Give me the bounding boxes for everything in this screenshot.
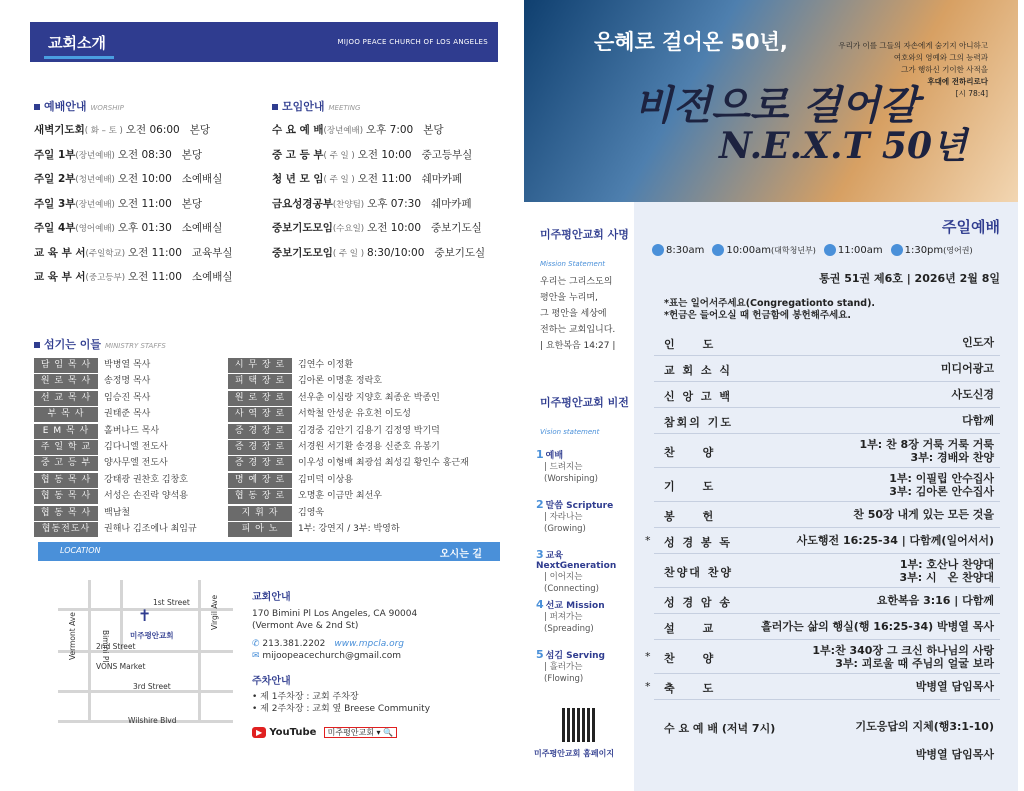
worship-place: 소예배실 bbox=[191, 271, 233, 283]
vision-keyword: 예배 bbox=[545, 451, 564, 461]
staff-names: 1부: 강연지 / 3부: 박영하 bbox=[298, 524, 400, 534]
vision-number: 4 bbox=[536, 598, 544, 611]
worship-name: 주일 3부 bbox=[34, 197, 76, 210]
vision-keyword: 말씀 Scripture bbox=[545, 501, 614, 511]
vision-en: (Growing) bbox=[544, 524, 586, 534]
order-value: 사도행전 16:25-34 | 다함께(일어서서) bbox=[796, 534, 994, 547]
staff-names: 강태광 권찬호 김창호 bbox=[104, 474, 188, 485]
church-name-en: MIJOO PEACE CHURCH OF LOS ANGELES bbox=[337, 38, 488, 46]
worship-sub: (영어예배) bbox=[75, 224, 115, 234]
staff-role: 주 일 학 교 bbox=[34, 440, 98, 455]
worship-time: 오전 06:00 bbox=[125, 124, 180, 136]
worship-time: 오후 01:30 bbox=[117, 222, 172, 234]
staff-role: 협 동 목 사 bbox=[34, 489, 98, 504]
service-badge-icon bbox=[824, 244, 836, 256]
order-item bbox=[654, 434, 1000, 468]
staff-names: 박병열 목사 bbox=[104, 360, 151, 370]
staff-role: E M 목 사 bbox=[34, 424, 98, 439]
meeting-name: 수 요 예 배 bbox=[272, 124, 324, 136]
worship-row bbox=[34, 147, 202, 162]
youtube-label: YouTube bbox=[269, 727, 317, 738]
staff-names: 김아론 이명훈 정락호 bbox=[298, 376, 382, 387]
service-note: (영어권) bbox=[943, 246, 973, 255]
street-virgil: Virgil Ave bbox=[210, 594, 219, 630]
order-value: 1부:찬 340장 그 크신 하나님의 사랑 3부: 괴로울 때 주님의 얼굴 보라 bbox=[812, 644, 994, 670]
banner-verse: 우리가 이를 그들의 자손에게 숨기지 아니하고 여호와의 영예와 그의 능력과 그가 행하신 기이한 사적을 후대에 전하리로다 [시 78:4] bbox=[838, 41, 988, 98]
staff-names: 홀버나드 목사 bbox=[104, 425, 160, 436]
vision-item bbox=[536, 498, 613, 535]
worship-name: 교 육 부 서 bbox=[34, 271, 86, 283]
staff-role: 협 동 목 사 bbox=[34, 506, 98, 521]
staff-role: 시 무 장 로 bbox=[228, 358, 292, 373]
staff-names: 송정명 목사 bbox=[104, 376, 151, 387]
order-item bbox=[654, 382, 1000, 408]
stand-mark: * bbox=[645, 650, 651, 663]
order-value: 미디어광고 bbox=[940, 362, 994, 375]
service-time: 10:00am bbox=[726, 245, 772, 256]
vision-keyword: 교육 NextGeneration bbox=[536, 551, 617, 571]
section-header bbox=[30, 22, 498, 62]
worship-place: 소예배실 bbox=[181, 173, 223, 185]
youtube-icon: ▶ bbox=[252, 727, 266, 738]
order-value: 찬 50장 내게 있는 모든 것을 bbox=[853, 508, 994, 521]
meeting-time: 8:30/10:00 bbox=[367, 246, 425, 259]
street-vermont: Vermont Ave bbox=[68, 612, 77, 660]
staff-names: 이우성 이형배 최광섭 최성길 황인수 홍근재 bbox=[298, 458, 469, 469]
worship-sub: (장년예배) bbox=[75, 150, 115, 161]
staff-names: 김연수 이정환 bbox=[298, 360, 354, 370]
worship-time: 오전 08:30 bbox=[117, 148, 172, 161]
order-value: 박병열 담임목사 bbox=[915, 680, 994, 693]
worship-time: 오전 10:00 bbox=[117, 173, 172, 185]
staff-role: 증 경 장 로 bbox=[228, 456, 292, 471]
staff-names: 서학철 안성운 유호천 이도성 bbox=[298, 409, 411, 420]
service-badge-icon bbox=[652, 244, 664, 256]
youtube-search[interactable]: 미주평안교회 ▾ 🔍 bbox=[324, 727, 397, 738]
staff-role: 피 택 장 로 bbox=[228, 374, 292, 389]
worship-row bbox=[34, 122, 210, 137]
address-note: (Vermont Ave & 2nd St) bbox=[252, 621, 359, 631]
service-times bbox=[652, 244, 973, 256]
worship-name: 주일 4부 bbox=[34, 222, 76, 234]
order-label: 찬 양 bbox=[664, 652, 716, 665]
order-label: 찬양대 찬양 bbox=[664, 566, 733, 579]
staff-role: 선 교 목 사 bbox=[34, 391, 98, 406]
wednesday-preacher-row bbox=[654, 742, 1000, 766]
church-icon: ✝ bbox=[138, 606, 152, 625]
map-market-label: VONS Market bbox=[96, 662, 146, 671]
worship-sub: (중고등부) bbox=[85, 273, 126, 283]
vision-heading: 미주평안교회 비전 bbox=[540, 396, 629, 409]
worship-name: 주일 2부 bbox=[34, 173, 76, 185]
worship-sub: (청년예배) bbox=[75, 175, 115, 185]
order-value: 사도신경 bbox=[951, 388, 994, 401]
vision-number: 1 bbox=[536, 448, 544, 461]
order-title: 주일예배 bbox=[942, 218, 1000, 236]
worship-time: 오전 11:00 bbox=[117, 197, 172, 210]
vision-desc: | 드려지는 bbox=[544, 462, 583, 472]
info-heading: 교회안내 bbox=[252, 592, 291, 603]
worship-order bbox=[634, 202, 1018, 791]
staff-role: 원 로 장 로 bbox=[228, 391, 292, 406]
service-time: 1:30pm bbox=[904, 245, 944, 256]
meeting-time: 오후 07:30 bbox=[367, 197, 422, 210]
staff-names: 권태준 목사 bbox=[104, 409, 151, 420]
anniversary-banner bbox=[524, 0, 1018, 202]
notes: *표는 일어서주세요(Congregationto stand). *헌금은 들어오실 때 헌금함에 봉헌해주세요. bbox=[664, 298, 876, 321]
worship-place: 교육부실 bbox=[191, 246, 233, 259]
meeting-time: 오전 10:00 bbox=[367, 222, 422, 234]
staff-role: 증 경 장 로 bbox=[228, 440, 292, 455]
left-page bbox=[20, 0, 510, 791]
mission-sidebar bbox=[524, 202, 634, 791]
order-value: 다함께 bbox=[962, 414, 994, 427]
meeting-row bbox=[272, 147, 472, 162]
vision-keyword: 섬김 Serving bbox=[545, 651, 606, 661]
worship-heading: 예배안내 WORSHIP bbox=[34, 98, 124, 114]
vision-desc: | 흘러가는 bbox=[544, 662, 583, 672]
location-bar bbox=[38, 542, 500, 561]
staff-names: 권해나 김조에나 최임규 bbox=[104, 524, 197, 534]
meeting-sub: (장년예배) bbox=[323, 126, 364, 136]
staff-heading: 섬기는 이들 MINISTRY STAFFS bbox=[34, 336, 166, 352]
order-item bbox=[654, 356, 1000, 382]
worship-sub: ( 화 – 토 ) bbox=[84, 126, 123, 136]
vision-desc: | 자라나는 bbox=[544, 512, 583, 522]
order-item bbox=[645, 528, 1000, 554]
website-link[interactable]: www.mpcla.org bbox=[334, 639, 404, 649]
vision-desc: | 퍼져가는 bbox=[544, 612, 583, 622]
street-3rd: 3rd Street bbox=[133, 682, 171, 691]
staff-role: 피 아 노 bbox=[228, 522, 292, 537]
staff-role: 명 예 장 로 bbox=[228, 473, 292, 488]
address: 170 Bimini Pl Los Angeles, CA 90004 bbox=[252, 609, 418, 619]
banner-line-3: N.E.X.T 50년 bbox=[719, 125, 967, 167]
stand-mark: * bbox=[645, 534, 651, 547]
meeting-time: 오전 11:00 bbox=[357, 173, 412, 185]
worship-row bbox=[34, 269, 233, 284]
stand-mark: * bbox=[645, 680, 651, 693]
meeting-row bbox=[272, 245, 485, 260]
wed-preacher: 박병열 담임목사 bbox=[915, 748, 994, 761]
staff-role: 협 동 장 로 bbox=[228, 489, 292, 504]
qr-code[interactable] bbox=[562, 708, 596, 742]
location-map bbox=[58, 580, 233, 730]
meeting-place: 중고등부실 bbox=[421, 148, 473, 161]
worship-place: 소예배실 bbox=[181, 222, 223, 234]
staff-role: 협동전도사 bbox=[34, 522, 98, 537]
vision-en: (Flowing) bbox=[544, 674, 584, 684]
order-label: 봉 헌 bbox=[664, 510, 716, 523]
parking-1: • 제 1주차장 : 교회 주차장 bbox=[252, 692, 359, 702]
meeting-place: 중보기도실 bbox=[434, 246, 486, 259]
order-value: 흘러가는 삶의 행실(행 16:25-34) 박병열 목사 bbox=[761, 620, 994, 633]
service-badge-icon bbox=[891, 244, 903, 256]
order-label: 성 경 암 송 bbox=[664, 596, 732, 609]
street-1st: 1st Street bbox=[153, 598, 190, 607]
email[interactable]: mijoopeacechurch@gmail.com bbox=[262, 651, 402, 661]
phone: 213.381.2202 bbox=[262, 639, 326, 649]
wed-sermon: 기도응답의 지체(행3:1-10) bbox=[855, 720, 994, 733]
phone-icon: ✆ bbox=[252, 639, 263, 649]
street-2nd: 2nd Street bbox=[96, 642, 136, 651]
staff-role: 담 임 목 사 bbox=[34, 358, 98, 373]
staff-role: 사 역 장 로 bbox=[228, 407, 292, 422]
worship-row bbox=[34, 171, 222, 186]
right-page bbox=[524, 0, 1024, 791]
order-value: 1부: 찬 8장 거룩 거룩 거룩 3부: 경배와 찬양 bbox=[859, 438, 994, 464]
vision-number: 3 bbox=[536, 548, 544, 561]
order-item bbox=[654, 502, 1000, 528]
meeting-place: 중보기도실 bbox=[431, 222, 482, 234]
worship-place: 본당 bbox=[189, 124, 211, 136]
banner-line-2: 비전으로 걸어갈 bbox=[634, 82, 919, 129]
staff-names: 김영욱 bbox=[298, 507, 325, 518]
vision-item bbox=[536, 448, 598, 485]
vision-en: (Connecting) bbox=[544, 584, 599, 594]
service-badge-icon bbox=[712, 244, 724, 256]
qr-label: 미주평안교회 홈페이지 bbox=[534, 749, 615, 758]
staff-role: 중 고 등 부 bbox=[34, 456, 98, 471]
worship-row bbox=[34, 196, 202, 211]
vision-en: (Worshiping) bbox=[544, 474, 598, 484]
order-label: 성 경 봉 독 bbox=[664, 536, 732, 549]
order-value: 1부: 이필립 안수집사 3부: 김아론 안수집사 bbox=[889, 472, 994, 498]
staff-names: 김다니엘 전도사 bbox=[104, 442, 168, 452]
location-label: LOCATION bbox=[60, 546, 101, 555]
vision-item bbox=[536, 548, 634, 595]
order-label: 찬 양 bbox=[664, 446, 716, 459]
staff-role: 증 경 장 로 bbox=[228, 424, 292, 439]
mission-sub: Mission Statement bbox=[540, 260, 606, 268]
title-underline bbox=[44, 56, 114, 59]
worship-sub: (주일학교) bbox=[85, 248, 126, 259]
meeting-place: 쉐마카페 bbox=[431, 197, 472, 210]
meeting-sub: (수요일) bbox=[332, 224, 365, 234]
meeting-name: 청 년 모 임 bbox=[272, 173, 324, 185]
order-item bbox=[654, 330, 1000, 356]
directions-link[interactable]: 오시는 길 bbox=[439, 549, 482, 560]
staff-names: 김경중 김안기 김용기 김정영 박기덕 bbox=[298, 425, 440, 436]
order-item bbox=[645, 674, 1000, 700]
staff-names: 오명훈 이금만 최선우 bbox=[298, 491, 382, 502]
staff-names: 양사무엘 전도사 bbox=[104, 458, 168, 469]
staff-names: 선우춘 이심랑 지양호 최종운 박종인 bbox=[298, 392, 440, 403]
email-icon: ✉ bbox=[252, 651, 263, 661]
vision-en: (Spreading) bbox=[544, 624, 594, 634]
meeting-name: 중보기도모임 bbox=[272, 246, 333, 259]
meeting-place: 본당 bbox=[423, 124, 444, 136]
staff-role: 원 로 목 사 bbox=[34, 374, 98, 389]
vision-keyword: 선교 Mission bbox=[545, 601, 605, 611]
service-time: 11:00am bbox=[837, 245, 883, 256]
parking-2: • 제 2주차장 : 교회 옆 Breese Community bbox=[252, 704, 431, 714]
staff-names: 김미덕 이상용 bbox=[298, 474, 354, 485]
issue-date: 통권 51권 제6호 | 2026년 2월 8일 bbox=[819, 272, 1000, 285]
order-label: 축 도 bbox=[664, 682, 716, 695]
worship-row bbox=[34, 245, 233, 260]
vision-desc: | 이어지는 bbox=[544, 572, 583, 582]
order-item bbox=[645, 640, 1000, 674]
wed-label: 수 요 예 배 (저녁 7시) bbox=[664, 722, 776, 735]
order-value: 1부: 호산나 찬양대 3부: 시 온 찬양대 bbox=[899, 558, 994, 584]
section-title: 교회소개 bbox=[48, 34, 106, 52]
order-item bbox=[654, 588, 1000, 614]
meeting-heading: 모임안내 MEETING bbox=[272, 98, 360, 114]
order-label: 기 도 bbox=[664, 480, 716, 493]
worship-time: 오전 11:00 bbox=[128, 246, 182, 259]
staff-names: 서경원 서기환 송경용 신준호 유봉기 bbox=[298, 442, 440, 452]
meeting-row bbox=[272, 220, 482, 235]
order-label: 교 회 소 식 bbox=[664, 364, 732, 377]
meeting-name: 중보기도모임 bbox=[272, 222, 333, 234]
worship-name: 교 육 부 서 bbox=[34, 246, 86, 259]
worship-place: 본당 bbox=[181, 148, 203, 161]
meeting-name: 중 고 등 부 bbox=[272, 148, 324, 161]
worship-name: 새벽기도회 bbox=[34, 124, 85, 136]
meeting-time: 오전 10:00 bbox=[357, 148, 412, 161]
vision-item bbox=[536, 648, 605, 685]
worship-name: 주일 1부 bbox=[34, 148, 76, 161]
worship-time: 오전 11:00 bbox=[128, 271, 182, 283]
vision-number: 2 bbox=[536, 498, 544, 511]
worship-row bbox=[34, 220, 222, 235]
meeting-place: 쉐마카페 bbox=[421, 173, 463, 185]
wednesday-service bbox=[654, 714, 1000, 742]
order-item bbox=[654, 408, 1000, 434]
vision-item bbox=[536, 598, 605, 635]
mission-heading: 미주평안교회 사명 bbox=[540, 228, 629, 241]
parking-heading: 주차안내 bbox=[252, 676, 291, 687]
order-value: 인도자 bbox=[962, 336, 994, 349]
meeting-sub: ( 주 일 ) bbox=[323, 175, 355, 185]
street-bimini: Bimini Pl bbox=[101, 630, 110, 663]
service-time: 8:30am bbox=[666, 245, 705, 256]
worship-sub: (장년예배) bbox=[75, 199, 115, 210]
meeting-sub: (찬양팀) bbox=[332, 199, 365, 210]
staff-role: 부 목 사 bbox=[34, 407, 98, 422]
order-label: 인 도 bbox=[664, 338, 716, 351]
meeting-row bbox=[272, 122, 444, 137]
worship-place: 본당 bbox=[181, 197, 203, 210]
map-church-label: 미주평안교회 bbox=[130, 631, 174, 640]
staff-names: 백남철 bbox=[104, 507, 131, 518]
meeting-name: 금요성경공부 bbox=[272, 197, 333, 210]
staff-role: 지 휘 자 bbox=[228, 506, 292, 521]
meeting-sub: ( 주 일 ) bbox=[332, 248, 365, 259]
youtube-row bbox=[252, 727, 430, 738]
staff-names: 임승진 목사 bbox=[104, 392, 151, 403]
order-label: 설 교 bbox=[664, 622, 716, 635]
service-note: (대학청년부) bbox=[771, 246, 816, 255]
vision-number: 5 bbox=[536, 648, 544, 661]
staff-role: 협 동 목 사 bbox=[34, 473, 98, 488]
meeting-row bbox=[272, 171, 462, 186]
church-info bbox=[252, 588, 430, 738]
order-label: 참회의 기도 bbox=[664, 416, 733, 429]
mission-text: 우리는 그리스도의 평안을 누리며, 그 평안을 세상에 전하는 교회입니다. | 요한복음 14:27 | bbox=[540, 277, 616, 351]
order-value: 요한복음 3:16 | 다함께 bbox=[876, 594, 994, 607]
order-label: 신 앙 고 백 bbox=[664, 390, 732, 403]
order-item bbox=[654, 554, 1000, 588]
meeting-time: 오후 7:00 bbox=[366, 124, 414, 136]
order-item bbox=[654, 614, 1000, 640]
order-item bbox=[654, 468, 1000, 502]
meeting-row bbox=[272, 196, 472, 211]
staff-names: 서성은 손진락 양석용 bbox=[104, 491, 188, 502]
meeting-sub: ( 주 일 ) bbox=[323, 150, 355, 161]
vision-sub: Vision statement bbox=[540, 428, 600, 436]
street-wilshire: Wilshire Blvd bbox=[128, 716, 177, 725]
banner-line-1: 은혜로 걸어온 50년, bbox=[594, 30, 788, 54]
